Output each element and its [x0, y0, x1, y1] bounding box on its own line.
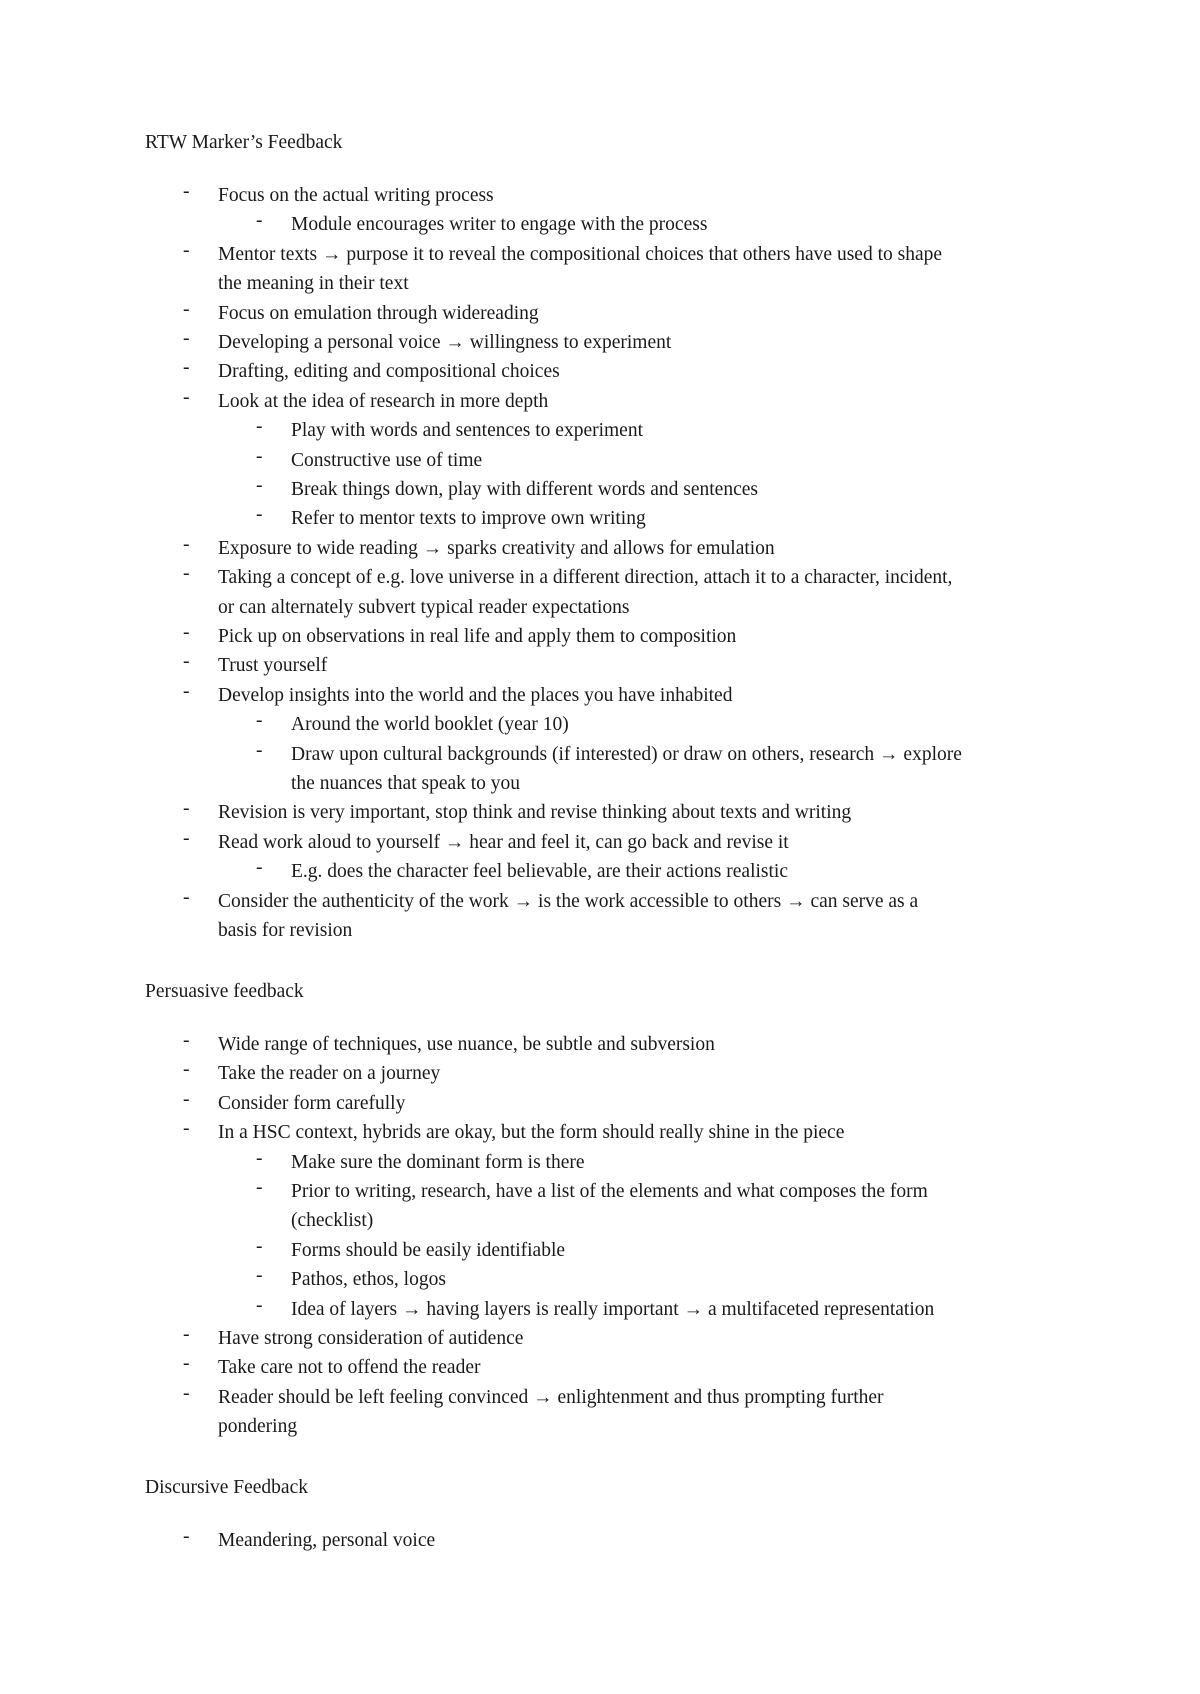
bullet-dash: -	[183, 827, 190, 849]
bullet-dash: -	[256, 504, 263, 526]
bullet-text	[291, 710, 569, 739]
bullet-text	[291, 740, 962, 799]
bullet-text	[218, 1353, 480, 1382]
bullet-line: Take care not to offend the reader	[218, 1357, 481, 1379]
bullet-text	[291, 210, 707, 239]
bullet-line: Idea of layers → having layers is really important → a multifaceted representation	[291, 1298, 935, 1320]
bullet-dash: -	[183, 328, 190, 349]
bullet-dash: -	[256, 710, 263, 732]
bullet-text	[291, 1236, 565, 1265]
bullet-line: Look at the idea of research in more depth	[218, 390, 549, 412]
bullet-text	[218, 299, 539, 328]
bullet-dash: -	[183, 1030, 190, 1051]
bullet-dash: -	[256, 1147, 263, 1169]
bullet-text	[218, 534, 775, 563]
bullet-dash: -	[183, 181, 190, 202]
bullet-text	[218, 1383, 884, 1442]
bullet-text	[291, 475, 758, 504]
bullet-dash: -	[256, 857, 263, 879]
bullet-dash: -	[256, 1294, 263, 1316]
bullet-line: the meaning in their text	[218, 273, 409, 295]
bullet-dash: -	[183, 622, 190, 643]
bullet-line: Drafting, editing and compositional choices	[218, 361, 560, 383]
bullet-line: Trust yourself	[218, 655, 328, 677]
bullet-line: E.g. does the character feel believable, are their actions realistic	[291, 861, 788, 883]
bullet-line: Mentor texts → purpose it to reveal the compositional choices that others have used to shape	[218, 243, 943, 265]
bullet-line: Prior to writing, research, have a list of the elements and what composes the form	[291, 1181, 928, 1202]
bullet-line: Take the reader on a journey	[218, 1063, 441, 1085]
bullet-dash: -	[256, 739, 263, 761]
bullet-line: Meandering, personal voice	[218, 1530, 436, 1552]
bullet-text	[291, 1295, 934, 1324]
bullet-line: Make sure the dominant form is there	[291, 1151, 585, 1173]
bullet-line: (checklist)	[291, 1210, 374, 1232]
bullet-dash: -	[183, 386, 190, 408]
bullet-text	[218, 1324, 523, 1353]
bullet-text	[218, 328, 671, 357]
bullet-dash: -	[183, 1324, 190, 1345]
bullet-line: Pick up on observations in real life and apply them to composition	[218, 626, 737, 647]
bullet-text	[291, 1177, 928, 1236]
bullet-line: Module encourages writer to engage with the process	[291, 214, 708, 236]
section-heading: Discursive Feedback	[145, 1477, 308, 1499]
bullet-dash: -	[256, 1235, 263, 1257]
bullet-text	[291, 416, 643, 445]
bullet-text	[291, 1265, 446, 1294]
bullet-line: Reader should be left feeling convinced → enlightenment and thus prompting further	[218, 1386, 884, 1408]
bullet-dash: -	[256, 475, 263, 496]
bullet-text	[291, 504, 646, 533]
bullet-dash: -	[256, 1265, 263, 1287]
bullet-text	[218, 357, 560, 386]
section-heading: Persuasive feedback	[145, 981, 304, 1002]
bullet-text	[218, 651, 327, 680]
bullet-line: Have strong consideration of autidence	[218, 1328, 524, 1349]
bullet-line: Developing a personal voice → willingness to experiment	[218, 332, 672, 353]
bullet-text	[218, 1526, 435, 1555]
bullet-line: Consider form carefully	[218, 1092, 406, 1114]
bullet-text	[218, 563, 952, 622]
bullet-line: Revision is very important, stop think and revise thinking about texts and writing	[218, 802, 852, 824]
bullet-dash: -	[183, 886, 190, 908]
bullet-line: Wide range of techniques, use nuance, be subtle and subversion	[218, 1034, 715, 1055]
bullet-text	[291, 1148, 585, 1177]
bullet-text	[218, 240, 942, 299]
bullet-text	[218, 1059, 440, 1088]
bullet-text	[218, 387, 548, 416]
bullet-dash: -	[183, 239, 190, 261]
bullet-text	[218, 1118, 844, 1147]
bullet-dash: -	[183, 298, 190, 320]
section-heading: RTW Marker’s Feedback	[145, 132, 343, 153]
bullet-line: Taking a concept of e.g. love universe in a different direction, attach it to a character, incident,	[218, 567, 953, 589]
bullet-line: Develop insights into the world and the places you have inhabited	[218, 684, 733, 706]
bullet-dash: -	[183, 1353, 190, 1375]
bullet-line: basis for revision	[218, 920, 353, 941]
bullet-dash: -	[183, 1059, 190, 1081]
bullet-dash: -	[256, 445, 263, 467]
bullet-line: Forms should be easily identifiable	[291, 1239, 566, 1261]
bullet-dash: -	[256, 416, 263, 438]
bullet-line: Around the world booklet (year 10)	[291, 714, 569, 736]
bullet-line: pondering	[218, 1416, 298, 1438]
bullet-line: Read work aloud to yourself → hear and feel it, can go back and revise it	[218, 831, 789, 853]
bullet-text	[218, 1030, 715, 1059]
bullet-line: In a HSC context, hybrids are okay, but the form should really shine in the piece	[218, 1122, 845, 1144]
bullet-text	[218, 798, 851, 827]
bullet-text	[291, 446, 482, 475]
bullet-text	[218, 1089, 405, 1118]
bullet-dash: -	[183, 680, 190, 702]
bullet-line: Consider the authenticity of the work → is the work accessible to others → can serve as a	[218, 890, 919, 912]
bullet-dash: -	[183, 1526, 190, 1548]
bullet-line: Play with words and sentences to experiment	[291, 420, 643, 442]
bullet-dash: -	[183, 798, 190, 820]
bullet-line: Constructive use of time	[291, 449, 483, 471]
bullet-dash: -	[183, 357, 190, 379]
bullet-dash: -	[183, 1118, 190, 1140]
bullet-text	[218, 887, 918, 946]
bullet-dash: -	[183, 1382, 190, 1404]
bullet-text	[218, 181, 494, 210]
bullet-line: Break things down, play with different words and sentences	[291, 479, 758, 500]
bullet-dash: -	[183, 563, 190, 585]
bullet-line: Refer to mentor texts to improve own writing	[291, 508, 646, 530]
bullet-dash: -	[183, 533, 190, 555]
bullet-text	[218, 828, 789, 857]
bullet-text	[218, 622, 736, 651]
bullet-line: the nuances that speak to you	[291, 773, 521, 794]
bullet-dash: -	[256, 1177, 263, 1198]
bullet-line: Focus on emulation through widereading	[218, 302, 539, 324]
bullet-dash: -	[183, 651, 190, 673]
bullet-line: Pathos, ethos, logos	[291, 1269, 446, 1291]
bullet-dash: -	[256, 210, 263, 232]
bullet-line: or can alternately subvert typical reader expectations	[218, 596, 630, 618]
bullet-line: Exposure to wide reading → sparks creativity and allows for emulation	[218, 537, 775, 559]
bullet-line: Focus on the actual writing process	[218, 185, 494, 206]
bullet-dash: -	[183, 1088, 190, 1110]
bullet-line: Draw upon cultural backgrounds (if interested) or draw on others, research → explore	[291, 743, 962, 765]
bullet-text	[291, 857, 788, 886]
bullet-text	[218, 681, 732, 710]
